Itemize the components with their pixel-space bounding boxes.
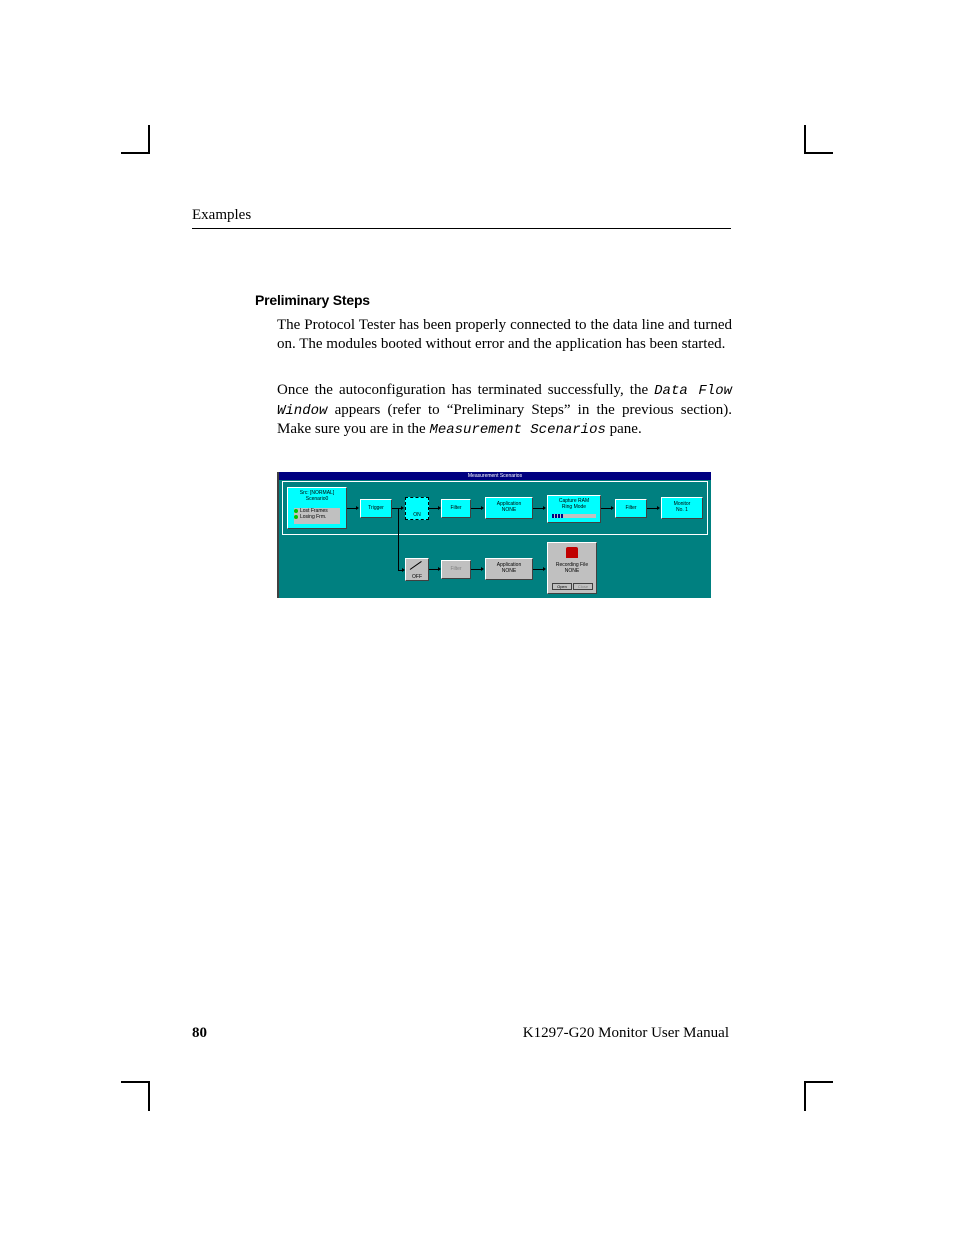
screenshot-titlebar	[279, 472, 711, 480]
filter-label-2: Filter	[625, 505, 637, 511]
application-value: NONE	[501, 507, 517, 513]
recording-value: NONE	[564, 568, 580, 574]
filter-module-inactive[interactable]	[441, 560, 471, 579]
arrow-icon	[611, 506, 614, 510]
wire	[471, 569, 481, 570]
branch-wire	[398, 508, 399, 570]
wire	[647, 508, 657, 509]
recording-label: Recording File	[555, 562, 589, 568]
filter-module[interactable]	[441, 499, 471, 518]
filter-module-2[interactable]	[615, 499, 647, 518]
application-label-2: Application	[496, 562, 522, 568]
lost-frames-label: Lost Frames	[300, 508, 328, 514]
switch-on-label: ON	[413, 512, 421, 518]
arrow-icon	[543, 506, 546, 510]
application-value-2: NONE	[501, 568, 517, 574]
crop-mark-tr-h	[804, 152, 833, 154]
source-scenario: Scenario0	[305, 496, 329, 502]
losing-frames-label: Losing Frm.	[300, 514, 327, 520]
arrow-icon	[657, 506, 660, 510]
paragraph-1: The Protocol Tester has been properly connected to the data line and turned on. The modules booted without error and the application has been started.	[277, 317, 732, 352]
application-module-2[interactable]	[485, 558, 533, 580]
arrow-icon	[481, 506, 484, 510]
wire	[347, 508, 356, 509]
crop-mark-br-v	[804, 1081, 806, 1111]
trigger-label: Trigger	[368, 505, 384, 511]
application-module[interactable]	[485, 497, 533, 519]
measurement-scenarios-screenshot	[277, 472, 711, 598]
screenshot-left-border	[277, 472, 279, 598]
wire	[533, 569, 543, 570]
wire	[429, 508, 438, 509]
source-mode: Src: [NORMAL]	[299, 490, 335, 496]
capture-progress-bar	[552, 514, 596, 518]
wire	[471, 508, 481, 509]
wire	[429, 569, 438, 570]
monitor-number: No. 1	[676, 507, 688, 513]
manual-title: K1297-G20 Monitor User Manual	[522, 1025, 729, 1041]
switch-on-module[interactable]	[405, 497, 429, 520]
running-header: Examples	[192, 207, 252, 223]
switch-off-module[interactable]	[405, 558, 429, 581]
arrow-icon	[401, 506, 404, 510]
arrow-icon	[356, 506, 359, 510]
crop-mark-tl-v	[148, 125, 150, 154]
header-rule	[192, 228, 731, 229]
para2-text-2: appears (refer to “Preliminary Steps” in the previous section). Make sure you are in the	[277, 401, 732, 438]
crop-mark-bl-v	[148, 1081, 150, 1111]
monitor-module[interactable]	[661, 497, 703, 519]
application-label: Application	[496, 501, 522, 507]
source-module[interactable]	[287, 487, 347, 529]
wire	[392, 508, 401, 509]
open-button[interactable]: Open	[552, 583, 572, 590]
wire	[601, 508, 611, 509]
capture-label: Capture RAM	[558, 498, 590, 504]
arrow-icon	[481, 567, 484, 571]
wire	[533, 508, 543, 509]
capture-mode: Ring Mode	[561, 504, 587, 510]
close-button[interactable]: Close	[573, 583, 593, 590]
recording-file-module[interactable]	[547, 542, 597, 594]
recording-icon	[566, 547, 578, 558]
crop-mark-br-h	[804, 1081, 833, 1083]
arrow-icon	[543, 567, 546, 571]
para2-text-1: Once the autoconfiguration has terminated successfully, the	[277, 382, 655, 398]
paragraph-2	[277, 381, 732, 440]
monitor-label: Monitor	[673, 501, 691, 507]
switch-off-label: OFF	[412, 574, 422, 580]
trigger-module[interactable]	[360, 499, 392, 518]
measurement-scenarios-term: Measurement Scenarios	[429, 422, 606, 439]
crop-mark-tr-v	[804, 125, 806, 154]
data-flow-window-term: Data Flow Window	[277, 383, 732, 419]
screenshot-title: Measurement Scenarios	[467, 473, 523, 479]
page-number: 80	[192, 1025, 207, 1041]
filter-inactive-label: Filter	[450, 566, 462, 572]
para2-text-3: pane.	[605, 421, 642, 438]
crop-mark-bl-h	[121, 1081, 150, 1083]
lost-frames-led-icon	[294, 509, 298, 513]
filter-label: Filter	[450, 505, 462, 511]
losing-frames-led-icon	[294, 515, 298, 519]
crop-mark-tl-h	[121, 152, 150, 154]
capture-ram-module[interactable]	[547, 495, 601, 523]
section-title: Preliminary Steps	[255, 292, 370, 308]
